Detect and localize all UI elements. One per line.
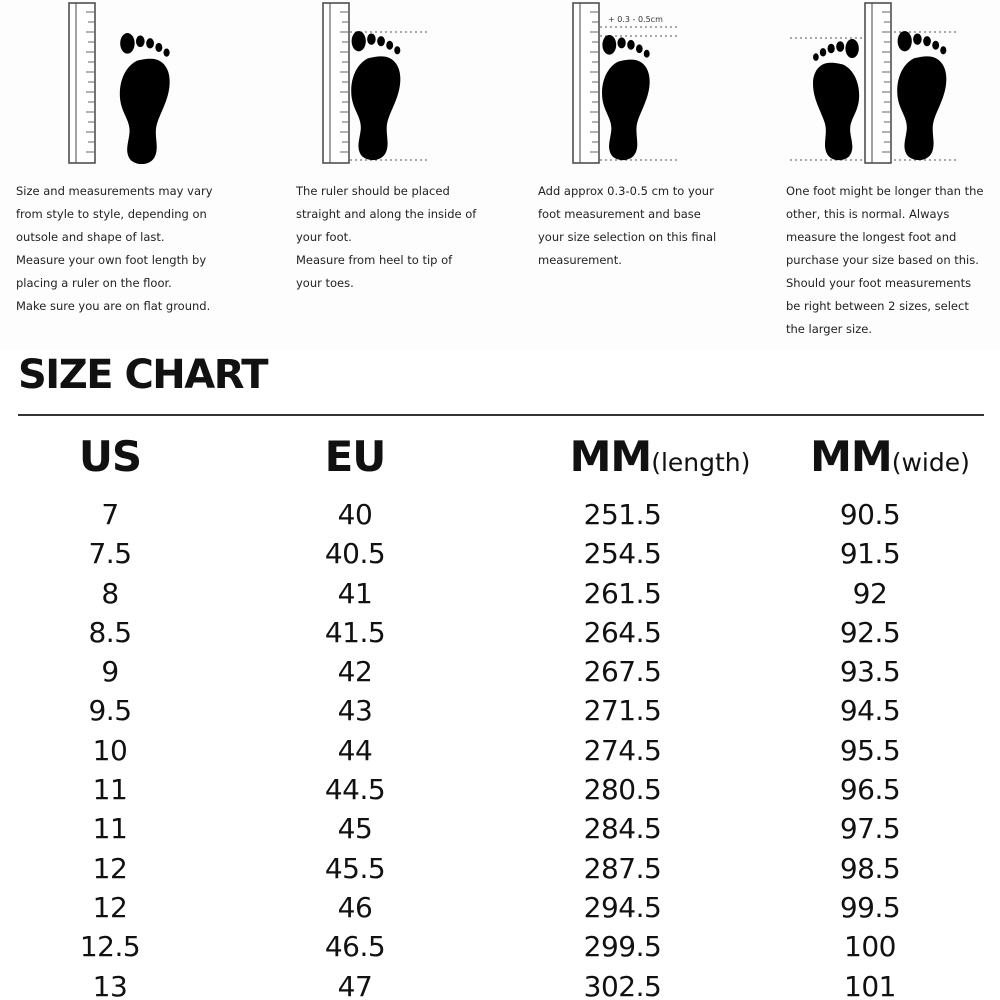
length-mm-cell: 251.5 xyxy=(583,498,662,531)
step-text-line: measure the longest foot and xyxy=(786,230,957,244)
header-eu xyxy=(285,432,425,481)
us-size-cell: 8.5 xyxy=(88,615,132,649)
us-size-cell: 10 xyxy=(92,733,128,767)
length-mm-cell: 294.5 xyxy=(583,890,662,924)
width-mm-cell: 94.5 xyxy=(839,694,901,728)
step-text-line: Add approx 0.3-0.5 cm to your xyxy=(538,184,714,198)
width-mm-cell: 96.5 xyxy=(839,773,901,807)
width-mm-cell: 93.5 xyxy=(839,655,901,689)
header-mm-wide-label: MM xyxy=(810,432,892,481)
step-text-line: measurement. xyxy=(538,253,622,267)
step-2-text xyxy=(296,180,476,295)
size-chart-title: SIZE CHART xyxy=(18,352,268,398)
eu-size-cell: 40.5 xyxy=(324,537,386,571)
us-size-cell: 12 xyxy=(92,890,128,924)
instruction-step-3 xyxy=(538,0,763,350)
step-text-line: purchase your size based on this. xyxy=(786,253,979,267)
size-chart-body xyxy=(0,495,1000,1000)
header-mm-wide xyxy=(790,432,990,481)
us-size-cell: 8 xyxy=(101,576,119,610)
length-mm-cell: 302.5 xyxy=(583,969,662,1000)
eu-size-cell: 41.5 xyxy=(324,615,386,649)
table-row xyxy=(0,574,1000,613)
header-us-label: US xyxy=(78,432,142,481)
length-mm-cell: 271.5 xyxy=(583,694,662,728)
width-mm-cell: 99.5 xyxy=(839,890,901,924)
instruction-step-2 xyxy=(296,0,521,350)
length-mm-cell: 280.5 xyxy=(583,773,662,807)
width-mm-cell: 101 xyxy=(844,969,896,1000)
ruler-icon xyxy=(323,3,349,163)
step-text-line: placing a ruler on the floor. xyxy=(16,276,172,290)
us-size-cell: 13 xyxy=(92,969,128,1000)
step-text-line: Make sure you are on flat ground. xyxy=(16,299,211,313)
us-size-cell: 9 xyxy=(101,655,119,689)
header-mm-length xyxy=(540,432,780,481)
step-text-line: The ruler should be placed xyxy=(296,184,450,198)
table-row xyxy=(0,691,1000,730)
length-mm-cell: 254.5 xyxy=(583,537,662,571)
instruction-step-4 xyxy=(786,0,996,350)
table-row xyxy=(0,613,1000,652)
us-size-cell: 9.5 xyxy=(88,694,132,728)
step-text-line: other, this is normal. Always xyxy=(786,207,950,221)
step-text-line: Size and measurements may vary xyxy=(16,184,213,198)
width-mm-cell: 100 xyxy=(844,930,896,964)
header-us xyxy=(40,432,180,481)
eu-size-cell: 43 xyxy=(337,694,373,728)
table-row xyxy=(0,534,1000,573)
eu-size-cell: 42 xyxy=(337,655,373,689)
length-mm-cell: 267.5 xyxy=(583,655,662,689)
us-size-cell: 7.5 xyxy=(88,537,132,571)
width-mm-cell: 98.5 xyxy=(839,851,901,885)
step-text-line: Measure from heel to tip of xyxy=(296,253,453,267)
table-row xyxy=(0,731,1000,770)
size-chart-header xyxy=(0,432,1000,492)
table-row xyxy=(0,967,1000,1000)
width-mm-cell: 97.5 xyxy=(839,812,901,846)
length-mm-cell: 299.5 xyxy=(583,930,662,964)
step-text-line: your size selection on this final xyxy=(538,230,717,244)
us-size-cell: 7 xyxy=(101,498,119,531)
step-text-line: your foot. xyxy=(296,230,352,244)
table-row xyxy=(0,849,1000,888)
allowance-label: + 0.3 - 0.5cm xyxy=(608,15,663,24)
width-mm-cell: 95.5 xyxy=(839,733,901,767)
right-foot-icon xyxy=(897,31,946,160)
step-text-line: outsole and shape of last. xyxy=(16,230,165,244)
measurement-instructions xyxy=(0,0,1000,350)
us-size-cell: 12.5 xyxy=(79,930,141,964)
header-mm-length-label: MM xyxy=(569,432,652,481)
eu-size-cell: 45.5 xyxy=(324,851,386,885)
eu-size-cell: 41 xyxy=(337,576,373,610)
title-divider xyxy=(18,414,984,416)
length-mm-cell: 284.5 xyxy=(583,812,662,846)
width-mm-cell: 90.5 xyxy=(839,498,901,531)
step-text-line: the larger size. xyxy=(786,322,873,336)
step-1-illustration xyxy=(16,0,216,175)
table-row xyxy=(0,770,1000,809)
width-mm-cell: 92.5 xyxy=(839,615,901,649)
table-row xyxy=(0,495,1000,534)
step-text-line: be right between 2 sizes, select xyxy=(786,299,969,313)
eu-size-cell: 44 xyxy=(337,733,373,767)
step-4-illustration xyxy=(786,0,996,175)
table-row xyxy=(0,809,1000,848)
length-mm-cell: 274.5 xyxy=(583,733,662,767)
eu-size-cell: 40 xyxy=(337,498,373,531)
step-text-line: Measure your own foot length by xyxy=(16,253,207,267)
table-row xyxy=(0,927,1000,966)
step-4-text xyxy=(786,180,983,341)
us-size-cell: 12 xyxy=(92,851,128,885)
header-eu-label: EU xyxy=(324,432,386,481)
foot-icon xyxy=(351,31,400,160)
instruction-step-1 xyxy=(16,0,266,350)
table-row xyxy=(0,652,1000,691)
ruler-icon xyxy=(573,3,599,163)
width-mm-cell: 92 xyxy=(852,576,888,610)
eu-size-cell: 46 xyxy=(337,890,373,924)
foot-icon xyxy=(602,35,650,160)
foot-icon xyxy=(120,33,170,164)
us-size-cell: 11 xyxy=(92,773,128,807)
step-text-line: One foot might be longer than the xyxy=(786,184,984,198)
ruler-icon xyxy=(865,3,891,163)
eu-size-cell: 46.5 xyxy=(324,930,386,964)
ruler-icon xyxy=(69,3,95,163)
step-text-line: from style to style, depending on xyxy=(16,207,207,221)
header-mm-length-unit: (length) xyxy=(651,448,751,477)
step-text-line: straight and along the inside of xyxy=(296,207,477,221)
step-1-text xyxy=(16,180,213,318)
eu-size-cell: 45 xyxy=(337,812,373,846)
us-size-cell: 11 xyxy=(92,812,128,846)
table-row xyxy=(0,888,1000,927)
length-mm-cell: 261.5 xyxy=(583,576,662,610)
step-2-illustration xyxy=(296,0,511,175)
step-3-illustration xyxy=(538,0,753,175)
length-mm-cell: 264.5 xyxy=(583,615,662,649)
eu-size-cell: 47 xyxy=(337,969,373,1000)
eu-size-cell: 44.5 xyxy=(324,773,386,807)
step-text-line: foot measurement and base xyxy=(538,207,701,221)
length-mm-cell: 287.5 xyxy=(583,851,662,885)
step-3-text xyxy=(538,180,716,272)
header-mm-wide-unit: (wide) xyxy=(891,448,970,477)
width-mm-cell: 91.5 xyxy=(839,537,901,571)
step-text-line: your toes. xyxy=(296,276,354,290)
left-foot-icon xyxy=(813,39,859,160)
step-text-line: Should your foot measurements xyxy=(786,276,972,290)
